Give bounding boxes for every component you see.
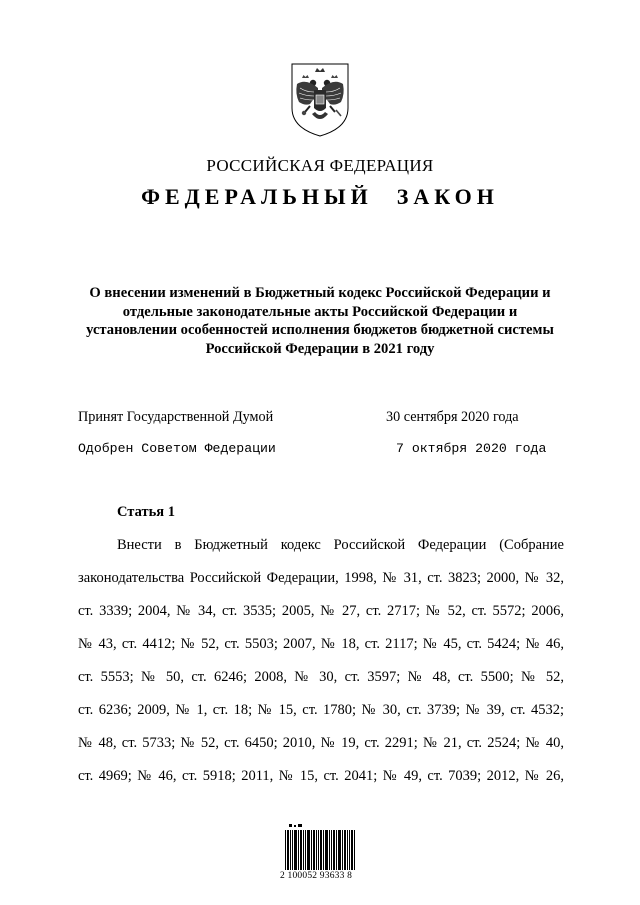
coat-of-arms-icon bbox=[288, 62, 352, 138]
country-name: РОССИЙСКАЯ ФЕДЕРАЦИЯ bbox=[206, 156, 434, 175]
adopted-date: 30 сентября 2020 года bbox=[386, 409, 519, 425]
subject-line: отдельные законодательные акты Российской Федерации и bbox=[122, 303, 518, 320]
barcode-icon bbox=[283, 824, 359, 872]
subject-line: установлении особенностей исполнения бюджетов бюджетной системы bbox=[86, 322, 554, 338]
barcode-number: 2 100052 93633 8 bbox=[280, 871, 353, 881]
subject-line: Российской Федерации в 2021 году bbox=[205, 340, 435, 357]
body-line: ст. 5553; № 50, ст. 6246; 2008, № 30, ст. 3597; № 48, ст. 5500; № 52, bbox=[78, 669, 564, 685]
law-title-word2: ЗАКОН bbox=[396, 184, 499, 209]
body-line: ст. 3339; 2004, № 34, ст. 3535; 2005, № 27, ст. 2717; № 52, ст. 5572; 2006, bbox=[78, 603, 564, 619]
body-line: № 48, ст. 5733; № 52, ст. 6450; 2010, № 19, ст. 2291; № 21, ст. 2524; № 40, bbox=[78, 735, 564, 751]
law-subject bbox=[70, 284, 570, 358]
body-line: ст. 6236; 2009, № 1, ст. 18; № 15, ст. 1780; № 30, ст. 3739; № 39, ст. 4532; bbox=[78, 702, 564, 718]
body-line: законодательства Российской Федерации, 1998, № 31, ст. 3823; 2000, № 32, bbox=[78, 570, 564, 586]
law-title-word1: ФЕДЕРАЛЬНЫЙ bbox=[141, 184, 373, 209]
article-title: Статья 1 bbox=[117, 504, 175, 520]
body-line: Внести в Бюджетный кодекс Российской Федерации (Собрание bbox=[117, 537, 564, 553]
approved-date: 7 октября 2020 года bbox=[396, 441, 547, 456]
body-line: ст. 4969; № 46, ст. 5918; 2011, № 15, ст. 2041; № 49, ст. 7039; 2012, № 26, bbox=[78, 768, 564, 784]
document-type-title bbox=[0, 184, 640, 210]
body-line: № 43, ст. 4412; № 52, ст. 5503; 2007, № 18, ст. 2117; № 45, ст. 5424; № 46, bbox=[78, 636, 564, 652]
subject-line: О внесении изменений в Бюджетный кодекс Российской Федерации и bbox=[89, 285, 551, 301]
adopted-label: Принят Государственной Думой bbox=[78, 409, 274, 425]
approved-label: Одобрен Советом Федерации bbox=[78, 441, 276, 456]
